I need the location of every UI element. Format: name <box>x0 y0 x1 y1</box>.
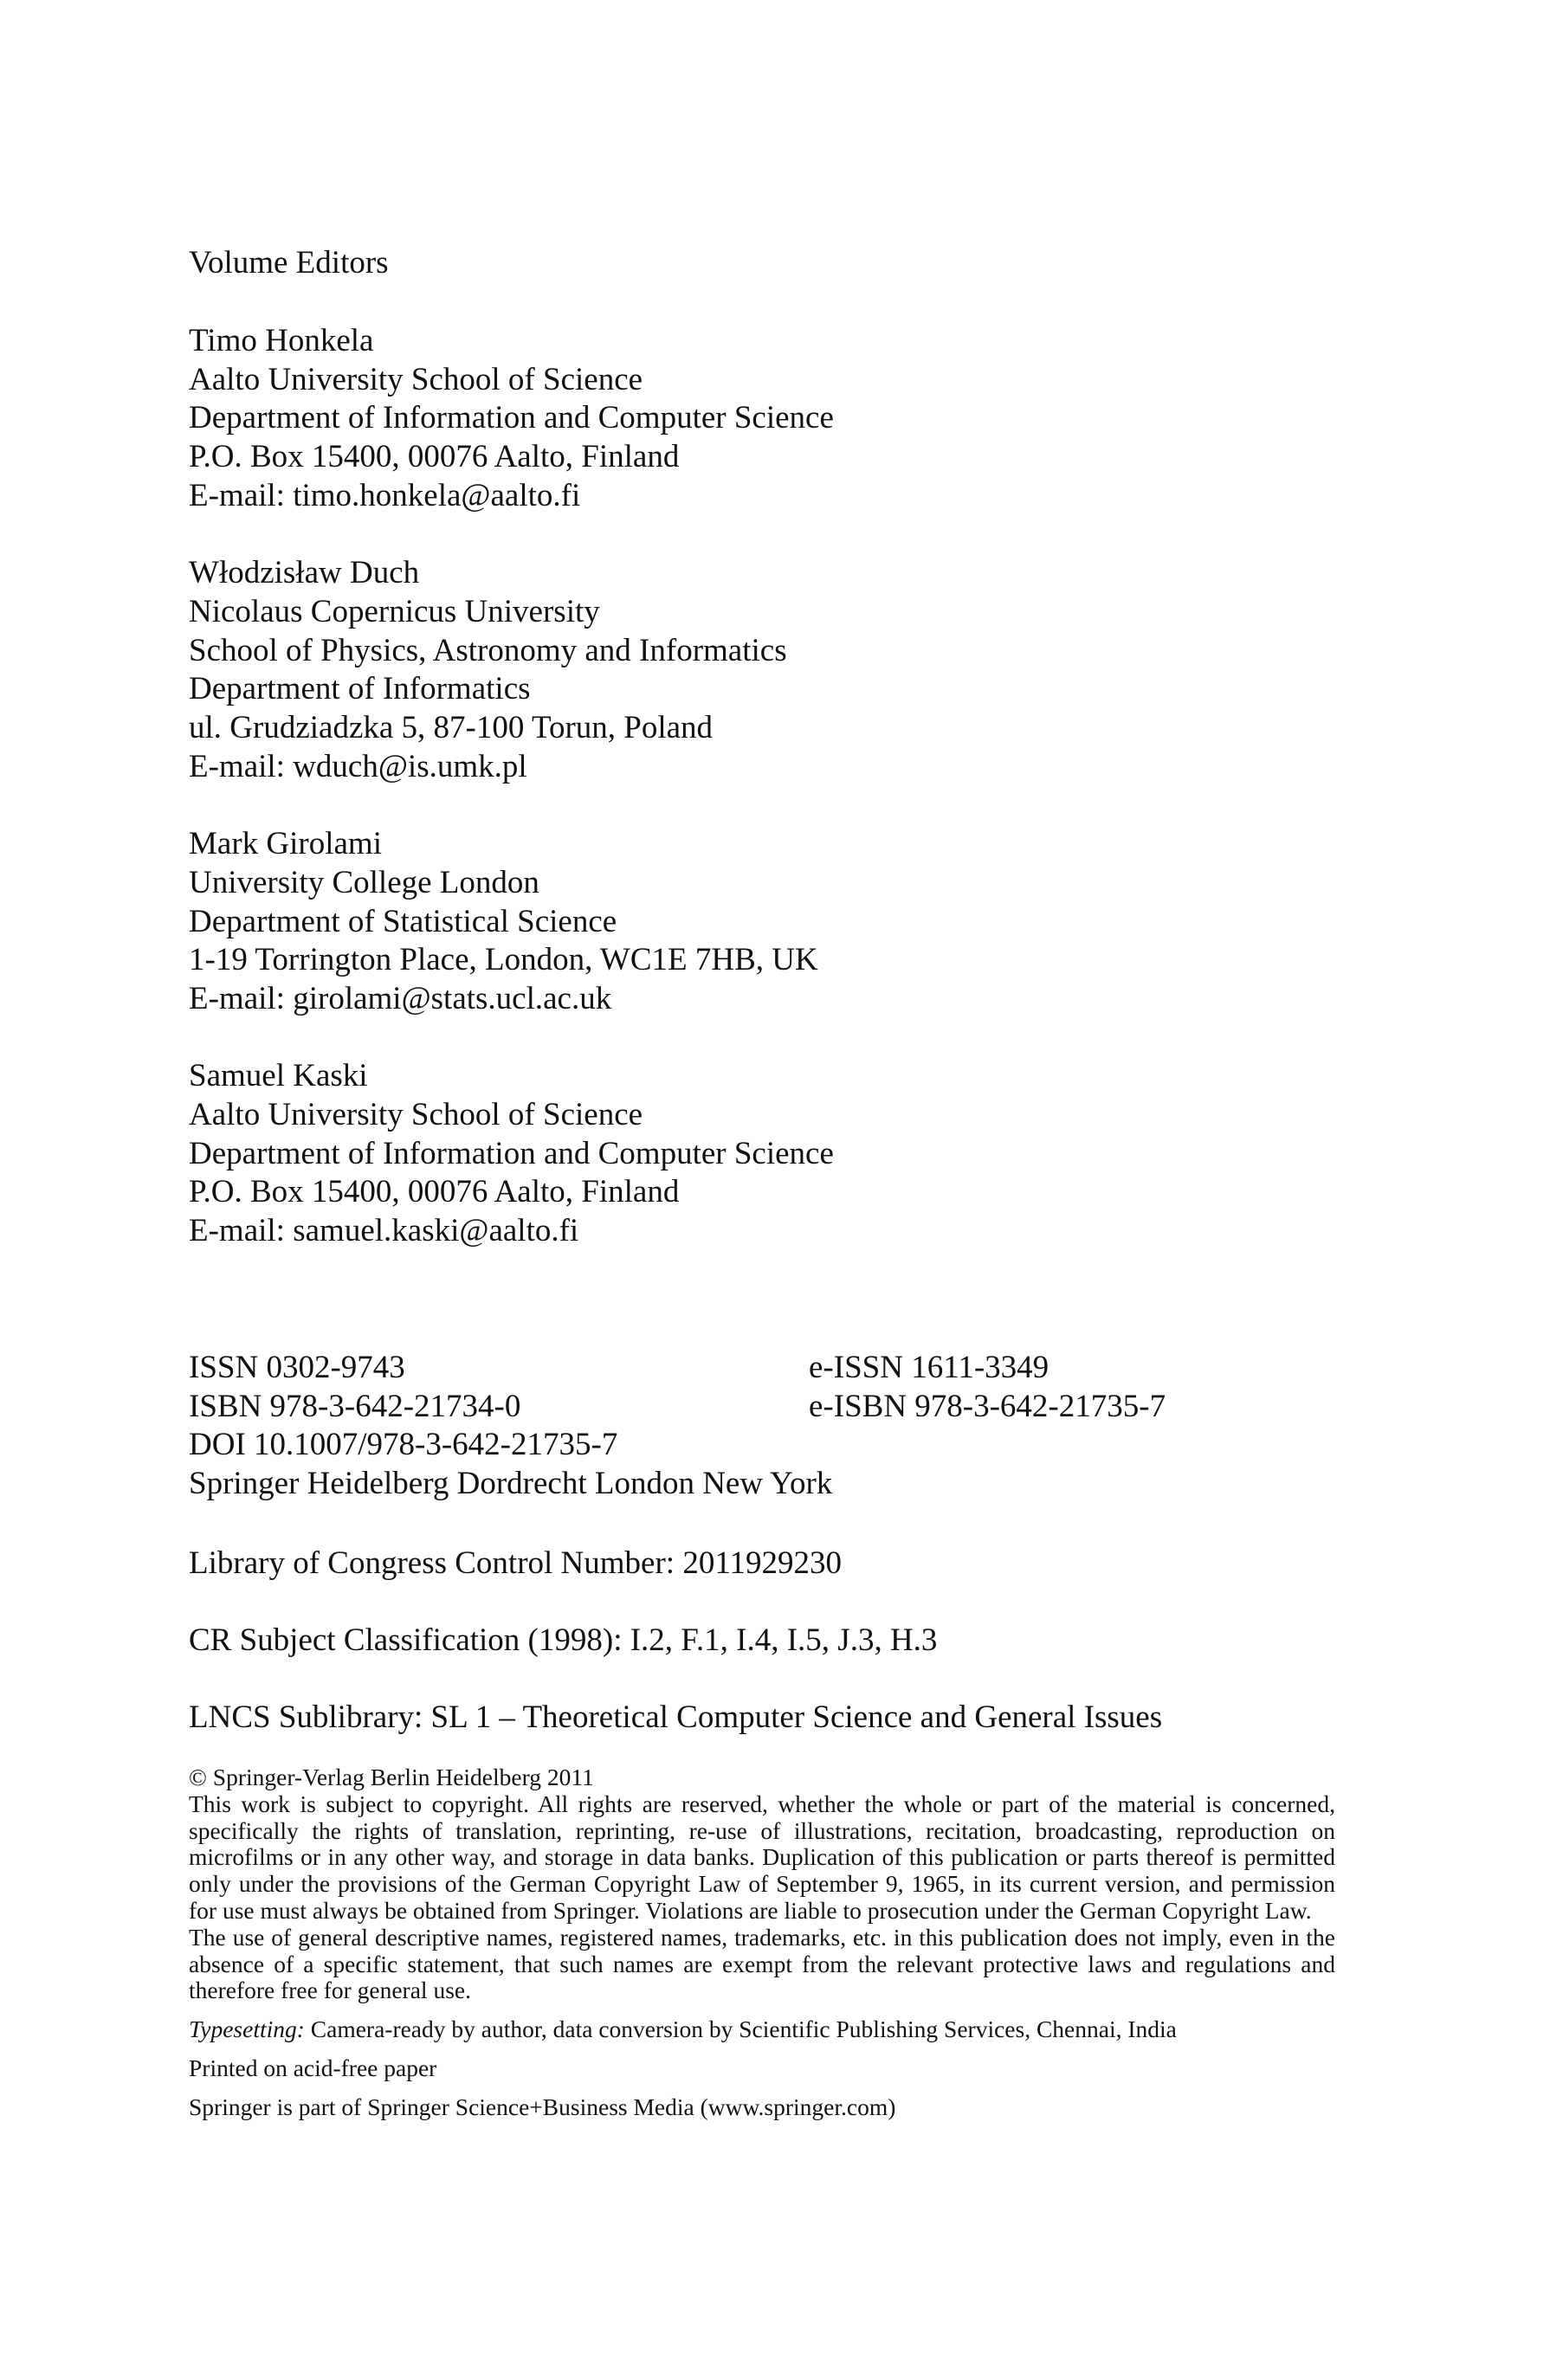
copyright-text: This work is subject to copyright. All rights are reserved, whether the whole or part of the material is concerned, specifically the rights of translation, reprinting, re-use of illustrations, recitation, broadcasting, reproduction on microfilms or in any other way, and storage in data banks. Duplication of this publication or parts thereof is permitted only under the provisions of the German Copyright Law of September 9, 1965, in its current version, and permission for use must always be obtained from Springer. Violations are liable to prosecution under the German Copyright Law. <box>189 1790 1335 1924</box>
cr-classification-text: CR Subject Classification (1998): I.2, F.1, I.4, I.5, J.3, H.3 <box>189 1622 938 1658</box>
editor-email: E-mail: wduch@is.umk.pl <box>189 748 527 784</box>
legal-notice <box>189 1764 1335 2121</box>
editor-entry-honkela <box>189 322 1349 516</box>
editor-email: E-mail: samuel.kaski@aalto.fi <box>189 1213 579 1249</box>
editor-entry-kaski <box>189 1057 1349 1251</box>
editor-email: E-mail: girolami@stats.ucl.ac.uk <box>189 980 612 1016</box>
springer-note: Springer is part of Springer Science+Business Media (www.springer.com) <box>189 2093 896 2120</box>
editor-department: Department of Information and Computer Science <box>189 400 834 436</box>
e-issn: e-ISSN 1611-3349 <box>809 1350 1049 1385</box>
lncs-sublibrary <box>189 1699 1349 1738</box>
isbn-row <box>189 1388 1349 1427</box>
typesetting-label: Typesetting: <box>189 2016 305 2043</box>
volume-editors-heading <box>189 244 1349 283</box>
editor-name: Samuel Kaski <box>189 1058 368 1094</box>
editor-name: Włodzisław Duch <box>189 555 420 591</box>
editor-entry-duch <box>189 554 1349 786</box>
editor-school: School of Physics, Astronomy and Informatics <box>189 632 787 668</box>
editor-affiliation: University College London <box>189 864 539 900</box>
editor-department: Department of Statistical Science <box>189 903 617 939</box>
cr-subject-classification <box>189 1622 1349 1661</box>
trademark-text: The use of general descriptive names, registered names, trademarks, etc. in this publication does not imply, even in the absence of a specific statement, that such names are exempt from the relevant protective laws and regulations and therefore free for general use. <box>189 1923 1335 2004</box>
editor-affiliation: Aalto University School of Science <box>189 361 643 397</box>
editor-affiliation: Aalto University School of Science <box>189 1097 643 1133</box>
e-isbn: e-ISBN 978-3-642-21735-7 <box>809 1388 1166 1424</box>
typesetting-text: Camera-ready by author, data conversion by Scientific Publishing Services, Chennai, India <box>304 2016 1177 2043</box>
editor-email: E-mail: timo.honkela@aalto.fi <box>189 477 581 513</box>
editor-address: P.O. Box 15400, 00076 Aalto, Finland <box>189 1174 680 1210</box>
paper-note: Printed on acid-free paper <box>189 2054 437 2081</box>
typesetting-note <box>189 2016 1335 2043</box>
issn: ISSN 0302-9743 <box>189 1350 405 1385</box>
editor-address: 1-19 Torrington Place, London, WC1E 7HB, UK <box>189 942 818 978</box>
editor-address: ul. Grudziadzka 5, 87-100 Torun, Poland <box>189 710 714 746</box>
editors-list <box>189 322 1349 1290</box>
issn-row <box>189 1349 1349 1388</box>
editor-department: Department of Informatics <box>189 671 531 707</box>
copyright-line: © Springer-Verlag Berlin Heidelberg 2011 <box>189 1764 594 1790</box>
isbn: ISBN 978-3-642-21734-0 <box>189 1388 521 1424</box>
heading-text: Volume Editors <box>189 245 389 281</box>
editor-address: P.O. Box 15400, 00076 Aalto, Finland <box>189 439 680 475</box>
doi: DOI 10.1007/978-3-642-21735-7 <box>189 1427 618 1463</box>
loc-control-number: Library of Congress Control Number: 2011929230 <box>189 1545 842 1581</box>
editor-affiliation: Nicolaus Copernicus University <box>189 593 600 629</box>
publication-identifiers <box>189 1349 1349 1504</box>
library-of-congress <box>189 1545 1349 1583</box>
publisher-locations: Springer Heidelberg Dordrecht London New York <box>189 1466 833 1502</box>
editor-entry-girolami <box>189 825 1349 1019</box>
editor-name: Timo Honkela <box>189 323 374 358</box>
editor-department: Department of Information and Computer Science <box>189 1135 834 1171</box>
editor-name: Mark Girolami <box>189 826 382 862</box>
lncs-sublibrary-text: LNCS Sublibrary: SL 1 – Theoretical Computer Science and General Issues <box>189 1700 1163 1735</box>
